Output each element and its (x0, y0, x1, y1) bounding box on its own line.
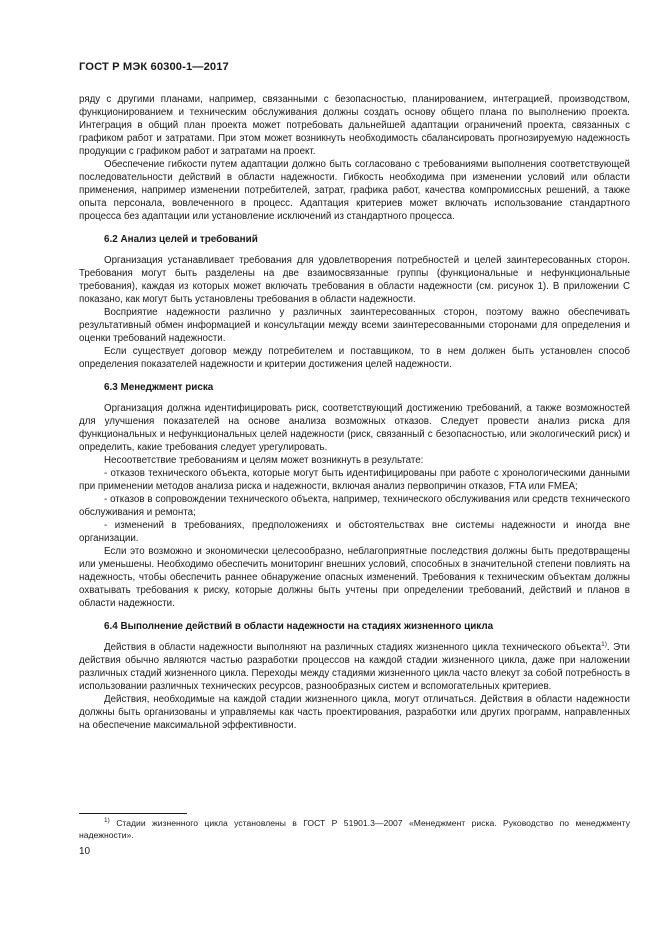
paragraph: Организация должна идентифицировать риск, соответствующий достижению требований, а также возможностей для улучшения показателей на основе анализа возможных отказов. Следует провести анализ риска для функциональных и нефункциональных целей надежности (риск, связанный с безопасностью, или экологический риск) и определить, какие требования следует урегулировать. (79, 403, 630, 453)
document-body (79, 93, 630, 732)
paragraph: Если это возможно и экономически целесообразно, неблагоприятные последствия должны быть предотвращены или уменьшены. Необходимо обеспечить мониторинг внешних условий, способных в значительной степени повлиять на надежность, чтобы обеспечить раннее обнаружение опасных изменений. Требования к техническим объектам должны охватывать требования к риску, которые должны быть учтены при определении требований, действий и планов в области надежности. (79, 546, 630, 609)
paragraph-text: . Эти действия обычно являются частью разработки процессов на каждой стадии жизненного цикла, даже при наложении различных стадий жизненного цикла. Переходы между стадиями жизненного цикла часто влекут за собой потребность в использовании различных технических ресурсов, разнообразных систем и вспомогательных критериев. (79, 642, 630, 692)
section-heading-6-3: 6.3 Менеджмент риска (104, 382, 214, 393)
footnote-text: Стадии жизненного цикла установлены в ГОСТ Р 51901.3—2007 «Менеджмент риска. Руководство по менеджменту надежности». (79, 818, 631, 840)
footnote-marker: 1) (104, 817, 110, 824)
paragraph (79, 641, 630, 693)
paragraph-text: Действия в области надежности выполняют на различных стадиях жизненного цикла технического объекта (104, 642, 602, 653)
paragraph: Организация устанавливает требования для удовлетворения потребностей и целей заинтересованных сторон. Требования могут быть разделены на две взаимосвязанные группы (функциональные и нефункциональные требования), каждая из которых может включать требования в области надежности (см. рисунок 1). В приложении С показано, как могут быть установлены требования в области надежности. (79, 255, 630, 305)
page-number: 10 (79, 846, 91, 857)
footnote-divider (79, 813, 187, 814)
list-item: - отказов технического объекта, которые могут быть идентифицированы при работе с хронологическими данными при применении методов анализа риска и надежности, включая анализ первопричин отказов, FTA или FMEA; (79, 468, 630, 492)
paragraph: Обеспечение гибкости путем адаптации должно быть согласовано с требованиями выполнения соответствующей последовательности действий в области надежности. Гибкость необходима при изменении условий или области применения, например изменении потребителей, затрат, графика работ, качества компромиссных решений, а также опыта персонала, вовлеченного в процесс. Адаптация критериев может включать использование стандартного процесса без адаптации или установление исключений из стандартного процесса. (79, 159, 630, 222)
list-item: - изменений в требованиях, предположениях и обстоятельствах вне системы надежности и иногда вне организации. (79, 520, 630, 544)
footnote-reference[interactable]: 1) (601, 641, 607, 648)
section-heading-6-4: 6.4 Выполнение действий в области надежности на стадиях жизненного цикла (104, 621, 494, 632)
paragraph: Восприятие надежности различно у различных заинтересованных сторон, поэтому важно обеспечивать результативный обмен информацией и консультации между всеми заинтересованными сторонами для определения и оценки требований надежности. (79, 307, 630, 344)
paragraph: Несоответствие требованиям и целям может возникнуть в результате: (104, 455, 424, 466)
document-page (79, 0, 630, 935)
list-item: - отказов в сопровождении технического объекта, например, технического обслуживания или средств технического обслуживания и ремонта; (79, 494, 630, 518)
paragraph: ряду с другими планами, например, связанными с безопасностью, планированием, интеграцией, производством, функционированием и техническим обслуживания должны создать основу общего плана по выполнению проекта. Интеграция в общий план проекта может потребовать дальнейшей адаптации ограничений проекта, связанных с графиком работ и затратами. При этом может возникнуть необходимость сбалансировать прогнозируемую надежность продукции с графиком работ и затратами на проект. (79, 94, 630, 157)
paragraph: Действия, необходимые на каждой стадии жизненного цикла, могут отличаться. Действия в области надежности должны быть организованы и управляемы как часть проектирования, разработки или других программ, направленных на обеспечение максимальной эффективности. (79, 694, 630, 731)
paragraph: Если существует договор между потребителем и поставщиком, то в нем должен быть установлен способ определения показателей надежности и критерии достижения целей надежности. (79, 346, 630, 370)
section-heading-6-2: 6.2 Анализ целей и требований (104, 234, 258, 245)
document-header: ГОСТ Р МЭК 60300-1—2017 (79, 61, 229, 73)
footnote (79, 817, 630, 841)
